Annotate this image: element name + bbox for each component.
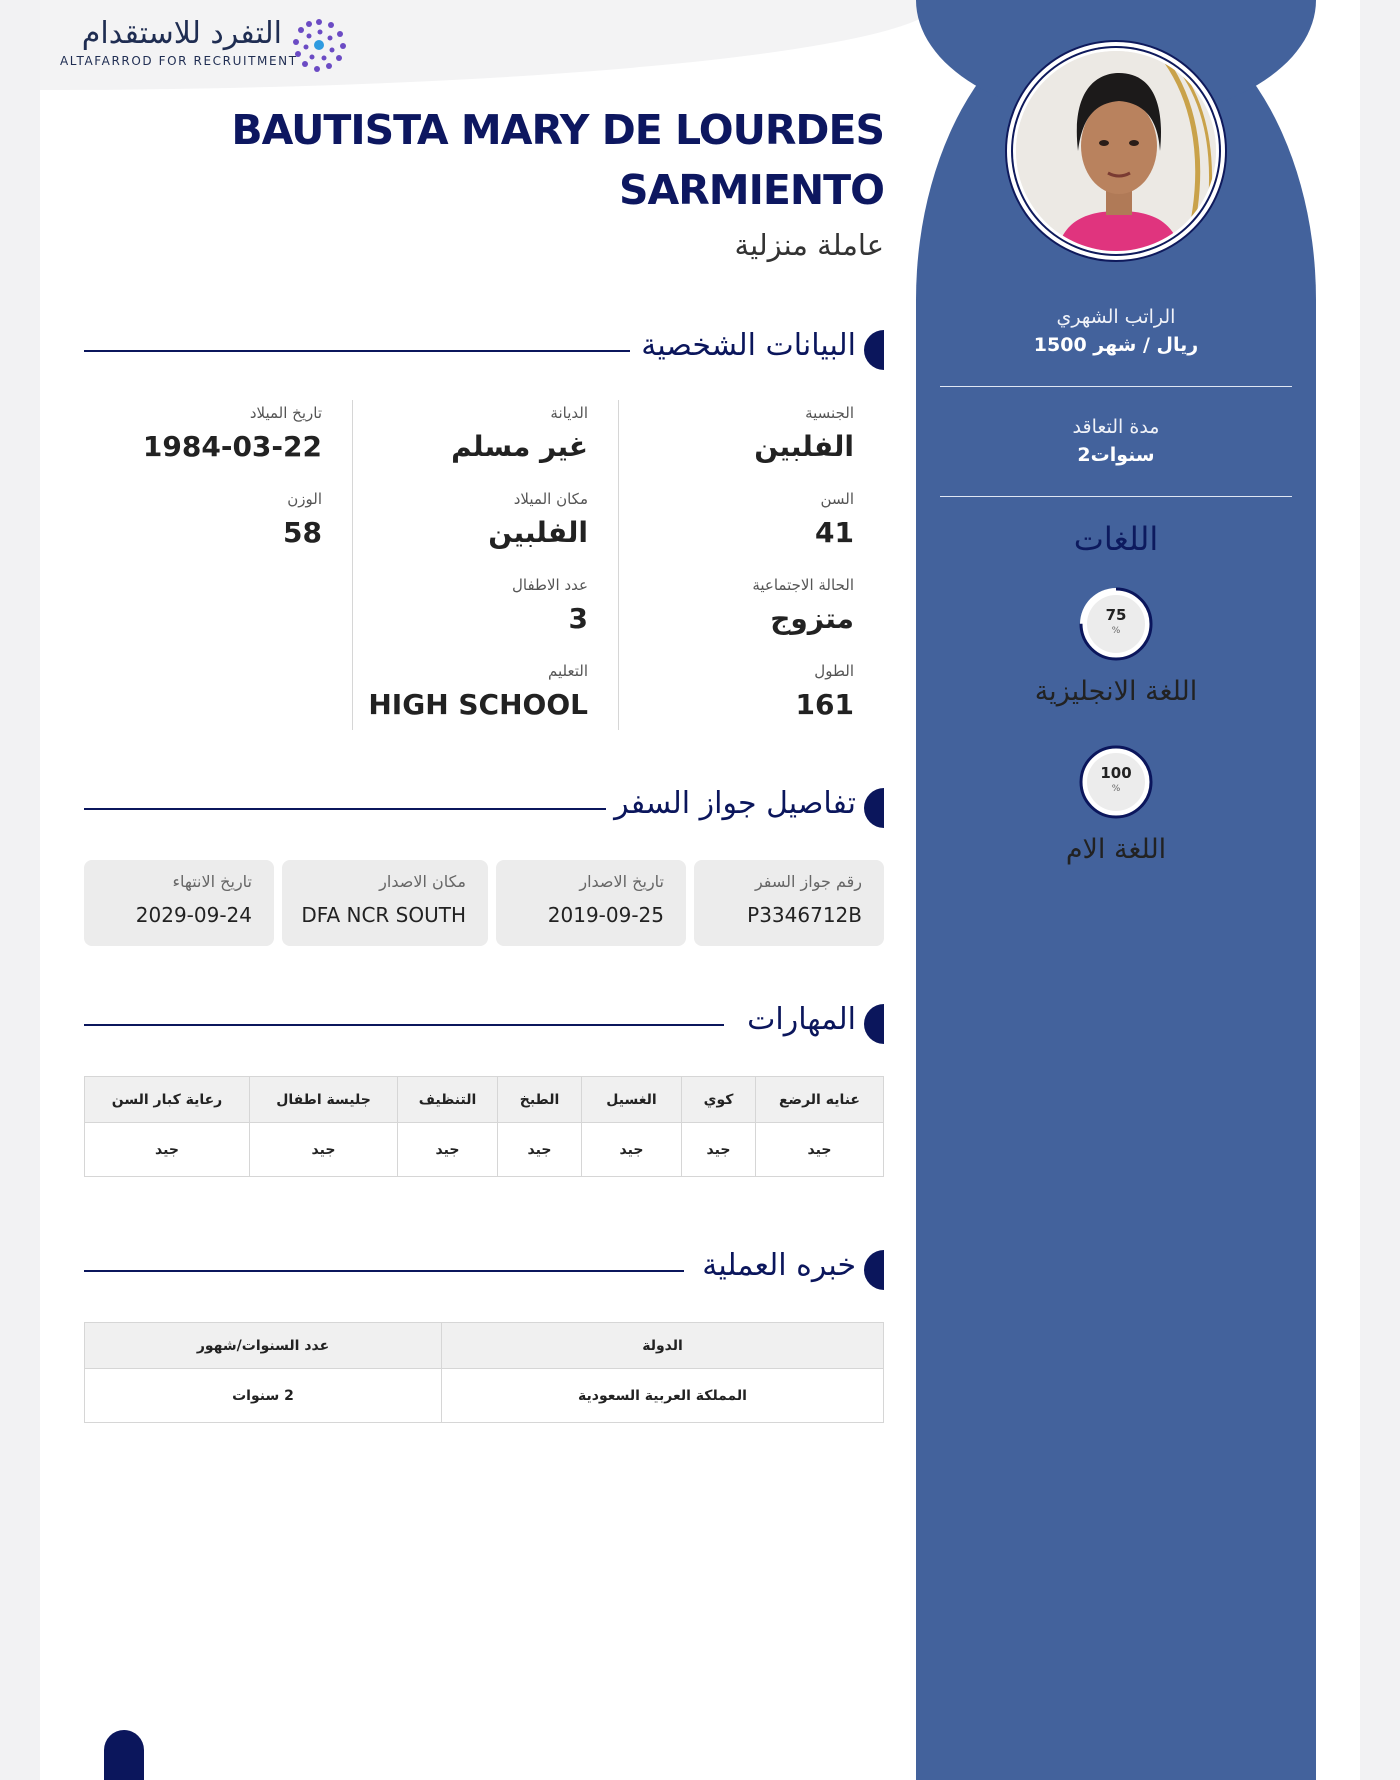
job-title: عاملة منزلية bbox=[734, 228, 884, 262]
field-label: تاريخ الاصدار bbox=[579, 872, 664, 891]
birth-date-field bbox=[143, 404, 322, 463]
table-header-cell: عدد السنوات/شهور bbox=[85, 1323, 442, 1369]
table-cell: جيد bbox=[582, 1123, 682, 1177]
details-column bbox=[84, 400, 352, 730]
table-header-row bbox=[85, 1077, 884, 1123]
salary-label: الراتب الشهري bbox=[1056, 306, 1176, 328]
table-header-cell: كوي bbox=[682, 1077, 756, 1123]
field-value: P3346712B bbox=[747, 903, 862, 927]
table-cell: جيد bbox=[756, 1123, 884, 1177]
language-percent: 100 bbox=[1100, 764, 1132, 782]
table-cell: المملكة العربية السعودية bbox=[442, 1369, 884, 1423]
field-label: الجنسية bbox=[805, 404, 854, 422]
section-experience-header bbox=[84, 1248, 884, 1292]
details-column bbox=[618, 400, 884, 730]
section-title: المهارات bbox=[747, 1002, 856, 1037]
table-cell: 2 سنوات bbox=[85, 1369, 442, 1423]
issue-date-box bbox=[496, 860, 686, 946]
field-label: الحالة الاجتماعية bbox=[752, 576, 854, 594]
field-value: 161 bbox=[795, 688, 854, 721]
language-item bbox=[940, 584, 1292, 707]
field-label: السن bbox=[820, 490, 854, 508]
skills-table bbox=[84, 1076, 884, 1177]
language-percent: 75 bbox=[1105, 606, 1127, 624]
section-marker bbox=[864, 788, 884, 828]
table-header-cell: الغسيل bbox=[582, 1077, 682, 1123]
section-title: تفاصيل جواز السفر bbox=[614, 786, 856, 821]
table-row bbox=[85, 1369, 884, 1423]
issue-place-box bbox=[282, 860, 488, 946]
field-label: التعليم bbox=[548, 662, 588, 680]
weight-field bbox=[283, 490, 322, 549]
person-portrait-icon bbox=[1016, 51, 1219, 254]
section-passport-header bbox=[84, 786, 884, 830]
progress-ring-icon bbox=[1076, 584, 1156, 664]
company-logo bbox=[58, 14, 358, 74]
percent-sign: % bbox=[1111, 784, 1121, 794]
field-label: تاريخ الانتهاء bbox=[172, 872, 252, 891]
candidate-name: BAUTISTA MARY DE LOURDES SARMIENTO bbox=[231, 106, 884, 214]
section-personal-header bbox=[84, 328, 884, 372]
decorative-tab bbox=[104, 1730, 144, 1780]
progress-ring-icon bbox=[1076, 742, 1156, 822]
sidebar bbox=[916, 0, 1316, 1780]
details-column bbox=[352, 400, 618, 730]
field-value: 41 bbox=[815, 516, 854, 549]
experience-table bbox=[84, 1322, 884, 1423]
language-name: اللغة الام bbox=[1065, 834, 1167, 865]
table-cell: جيد bbox=[498, 1123, 582, 1177]
languages-title: اللغات bbox=[1073, 520, 1159, 558]
field-label: مكان الميلاد bbox=[513, 490, 588, 508]
field-value: 2029-09-24 bbox=[135, 903, 252, 927]
field-label: مكان الاصدار bbox=[379, 872, 466, 891]
field-value: متزوج bbox=[770, 602, 854, 635]
table-row bbox=[85, 1123, 884, 1177]
table-header-row bbox=[85, 1323, 884, 1369]
profile-photo bbox=[1013, 48, 1219, 254]
marital-status-field bbox=[752, 576, 854, 635]
section-rule bbox=[84, 350, 630, 352]
field-value: غير مسلم bbox=[451, 430, 588, 463]
section-marker bbox=[864, 330, 884, 370]
section-marker bbox=[864, 1250, 884, 1290]
language-item bbox=[940, 742, 1292, 865]
age-field bbox=[815, 490, 854, 549]
section-title: البيانات الشخصية bbox=[641, 328, 856, 363]
passport-number-box bbox=[694, 860, 884, 946]
field-value: 58 bbox=[283, 516, 322, 549]
field-label: الوزن bbox=[287, 490, 322, 508]
field-value: DFA NCR SOUTH bbox=[301, 903, 466, 927]
nationality-field bbox=[754, 404, 854, 463]
table-cell: جيد bbox=[398, 1123, 498, 1177]
percent-sign: % bbox=[1111, 626, 1121, 636]
table-header-cell: الطبخ bbox=[498, 1077, 582, 1123]
section-rule bbox=[84, 1270, 684, 1272]
religion-field bbox=[451, 404, 588, 463]
height-field bbox=[796, 662, 854, 721]
birth-place-field bbox=[488, 490, 588, 549]
field-value: HIGH SCHOOL bbox=[368, 688, 588, 721]
field-label: الديانة bbox=[550, 404, 588, 422]
contract-label: مدة التعاقد bbox=[1072, 416, 1160, 438]
sidebar-divider bbox=[940, 386, 1292, 387]
language-progress-ring bbox=[1076, 584, 1156, 664]
table-header-cell: عنايه الرضع bbox=[756, 1077, 884, 1123]
field-value: 1984-03-22 bbox=[142, 430, 322, 463]
section-rule bbox=[84, 808, 606, 810]
field-label: رقم جواز السفر bbox=[754, 872, 862, 891]
table-cell: جيد bbox=[682, 1123, 756, 1177]
section-skills-header bbox=[84, 1002, 884, 1046]
field-label: تاريخ الميلاد bbox=[249, 404, 322, 422]
table-header-cell: التنظيف bbox=[398, 1077, 498, 1123]
personal-details-grid bbox=[84, 400, 884, 730]
section-title: خبره العملية bbox=[702, 1248, 856, 1283]
field-value: الفلبين bbox=[754, 430, 854, 463]
language-progress-ring bbox=[1076, 742, 1156, 822]
language-name: اللغة الانجليزية bbox=[1034, 676, 1198, 707]
field-label: عدد الاطفال bbox=[512, 576, 588, 594]
contract-value: 2سنوات bbox=[1077, 444, 1155, 466]
logo-english-text: ALTAFARROD FOR RECRUITMENT bbox=[60, 54, 298, 68]
children-field bbox=[512, 576, 588, 635]
field-value: 3 bbox=[568, 602, 588, 635]
section-marker bbox=[864, 1004, 884, 1044]
section-rule bbox=[84, 1024, 724, 1026]
table-cell: جيد bbox=[250, 1123, 398, 1177]
field-label: الطول bbox=[814, 662, 854, 680]
table-header-cell: رعاية كبار السن bbox=[85, 1077, 250, 1123]
contract-block bbox=[940, 416, 1292, 466]
salary-value: 1500 ريال / شهر bbox=[1033, 334, 1199, 356]
sidebar-divider bbox=[940, 496, 1292, 497]
table-cell: جيد bbox=[85, 1123, 250, 1177]
passport-details-row bbox=[84, 860, 884, 946]
salary-block bbox=[940, 306, 1292, 356]
logo-dots-icon bbox=[290, 16, 348, 74]
expiry-date-box bbox=[84, 860, 274, 946]
field-value: 2019-09-25 bbox=[547, 903, 664, 927]
table-header-cell: الدولة bbox=[442, 1323, 884, 1369]
field-value: الفلبين bbox=[488, 516, 588, 549]
logo-arabic-text: التفرد للاستقدام bbox=[81, 16, 282, 51]
table-header-cell: جليسة اطفال bbox=[250, 1077, 398, 1123]
education-field bbox=[368, 662, 588, 721]
